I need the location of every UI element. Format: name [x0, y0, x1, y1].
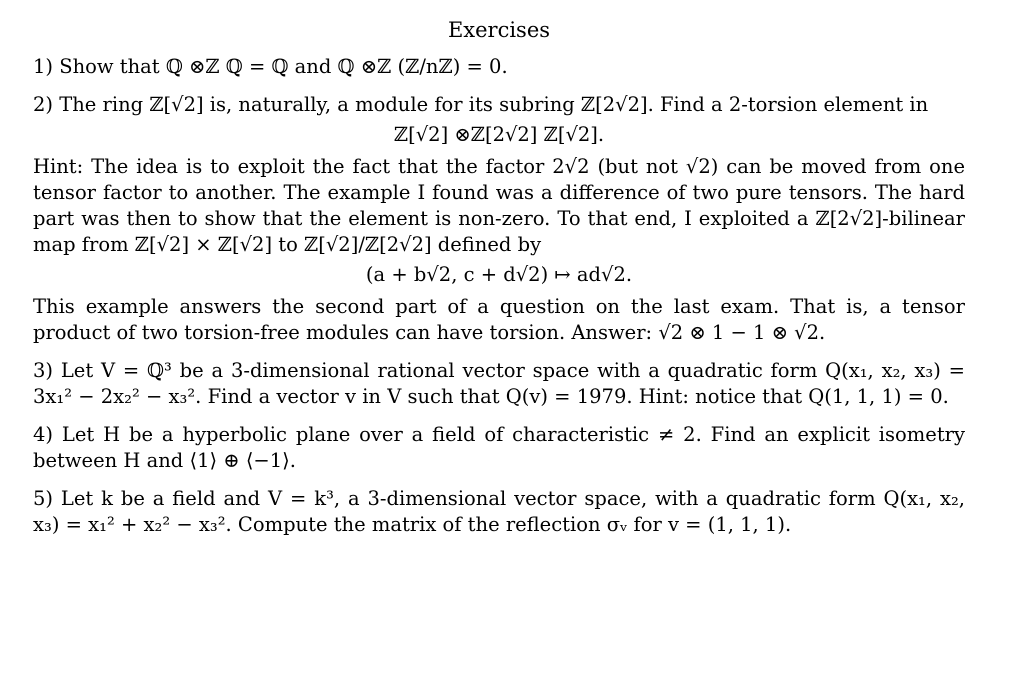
exercise-2-bilinear-map: (a + b√2, c + d√2) ↦ ad√2.: [365, 263, 633, 286]
exercise-2-display-formula: ℤ[√2] ⊗ℤ[2√2] ℤ[√2].: [393, 123, 605, 146]
page-title: Exercises: [447, 18, 551, 42]
exercise-3: 3) Let V = ℚ³ be a 3-dimensional rational vector space with a quadratic form Q(x₁, x₂, x₃) = 3x₁² − 2x₂² − x₃². Find a vector v in V such that Q(v) = 1979. Hint: notice that Q(1, 1, 1) = 0.: [33, 359, 965, 408]
exercise-2-hint: Hint: The idea is to exploit the fact that the factor 2√2 (but not √2) can be moved from one tensor factor to another. The example I found was a difference of two pure tensors. The hard part was then to show that the element is non-zero. To that end, I exploited a ℤ[2√2]-bilinear map from ℤ[√2] × ℤ[√2] to ℤ[√2]/ℤ[2√2] defined by: [33, 155, 965, 256]
exercise-2: 2) The ring ℤ[√2] is, naturally, a module for its subring ℤ[2√2]. Find a 2-torsion element in: [33, 93, 929, 116]
exercise-4: 4) Let H be a hyperbolic plane over a field of characteristic ≠ 2. Find an explicit isometry between H and ⟨1⟩ ⊕ ⟨−1⟩.: [33, 423, 965, 472]
exercise-2-note: This example answers the second part of a question on the last exam. That is, a tensor product of two torsion-free modules can have torsion. Answer: √2 ⊗ 1 − 1 ⊗ √2.: [33, 295, 965, 344]
exercise-sheet: [33, 18, 965, 538]
exercise-5: 5) Let k be a field and V = k³, a 3-dimensional vector space, with a quadratic form Q(x₁, x₂, x₃) = x₁² + x₂² − x₃². Compute the matrix of the reflection σᵥ for v = (1, 1, 1).: [33, 487, 965, 536]
exercise-1: 1) Show that ℚ ⊗ℤ ℚ = ℚ and ℚ ⊗ℤ (ℤ/nℤ) = 0.: [33, 55, 508, 78]
